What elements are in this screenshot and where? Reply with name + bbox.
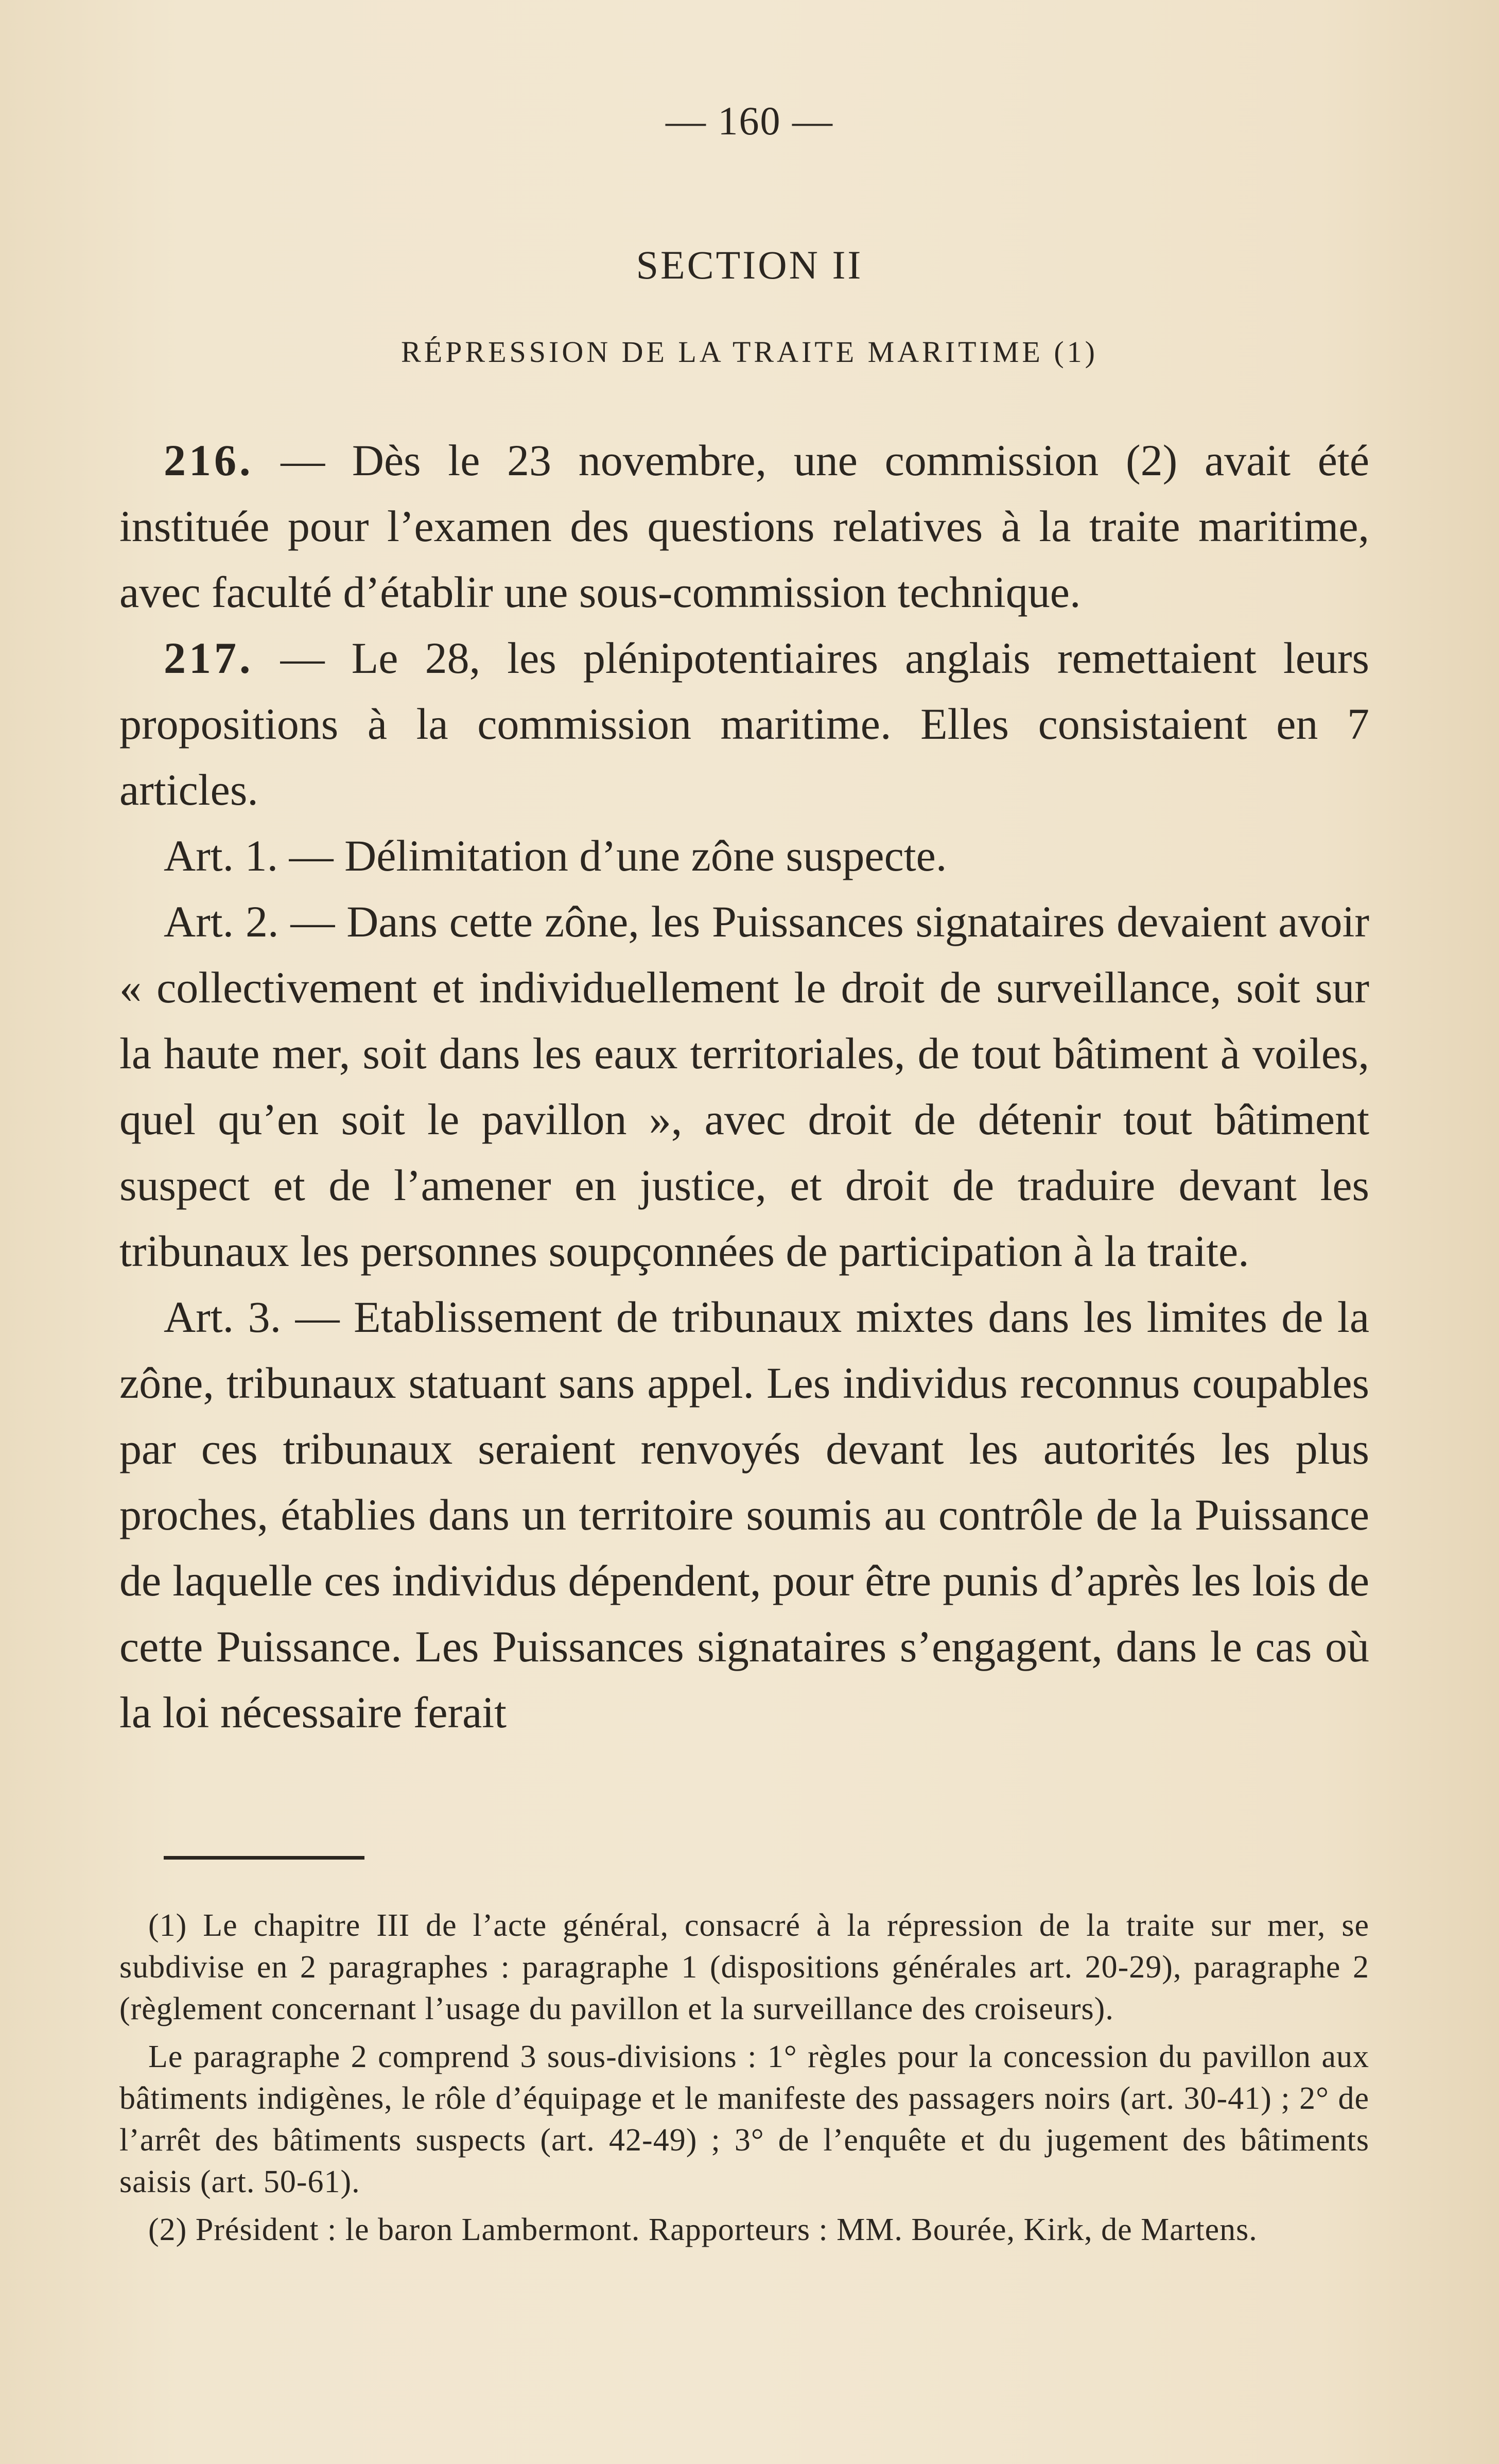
footnote-1: (1) Le chapitre III de l’acte général, consacré à la répression de la traite sur mer, se subdivise en 2 paragraphes : paragraphe 1 (dispositions générales art. 20-29), paragraphe 2 (règlement concernant l’usage du pavillon et la surveillance des croiseurs). — [119, 1908, 1369, 2026]
section-title: SECTION II — [636, 242, 863, 287]
footnote-divider — [164, 1856, 364, 1860]
article-1 — [119, 823, 1369, 889]
paragraph-216 — [119, 427, 1369, 625]
section-subtitle: RÉPRESSION DE LA TRAITE MARITIME (1) — [401, 335, 1098, 369]
paragraph-text: — Dès le 23 novembre, une commission (2) avait été instituée pour l’examen des questions relatives à la traite maritime, avec faculté d’établir une sous-commission technique. — [119, 436, 1369, 617]
paragraph-number: 216. — [164, 436, 254, 485]
paragraph-number: 217. — [164, 633, 254, 683]
page-number: — 160 — — [666, 98, 833, 143]
article-2 — [119, 889, 1369, 1284]
footnote-2: (2) Président : le baron Lambermont. Rapporteurs : MM. Bourée, Kirk, de Martens. — [148, 2212, 1258, 2247]
footnotes — [119, 1905, 1369, 2257]
paragraph-text: — Le 28, les plénipotentiaires anglais remettaient leurs propositions à la commission maritime. Elles consistaient en 7 articles. — [119, 633, 1370, 814]
body-text — [119, 427, 1369, 1745]
paragraph-text: Art. 3. — Etablissement de tribunaux mixtes dans les limites de la zône, tribunaux statuant sans appel. Les individus reconnus coupables par ces tribunaux seraient renvoyés devant les autorités les plus proches, établies dans un territoire soumis au contrôle de la Puissance de laquelle ces individus dépendent, pour être punis d’après les lois de cette Puissance. Les Puissances signataires s’engagent, dans le cas où la loi nécessaire ferait — [119, 1292, 1369, 1737]
article-3 — [119, 1284, 1369, 1745]
paragraph-217 — [119, 625, 1369, 823]
paragraph-text: Art. 1. — Délimitation d’une zône suspecte. — [164, 831, 947, 880]
footnote-1-continued: Le paragraphe 2 comprend 3 sous-divisions : 1° règles pour la concession du pavillon aux bâtiments indigènes, le rôle d’équipage et le manifeste des passagers noirs (art. 30-41) ; 2° de l’arrêt des bâtiments suspects (art. 42-49) ; 3° de l’enquête et du jugement des bâtiments saisis (art. 50-61). — [119, 2039, 1369, 2199]
paragraph-text: Art. 2. — Dans cette zône, les Puissances signataires devaient avoir « collectivement et individuellement le droit de surveillance, soit sur la haute mer, soit dans les eaux territoriales, de tout bâtiment à voiles, quel qu’en soit le pavillon », avec droit de détenir tout bâtiment suspect et de l’amener en justice, et droit de traduire devant les tribunaux les personnes soupçonnées de participation à la traite. — [119, 897, 1369, 1276]
